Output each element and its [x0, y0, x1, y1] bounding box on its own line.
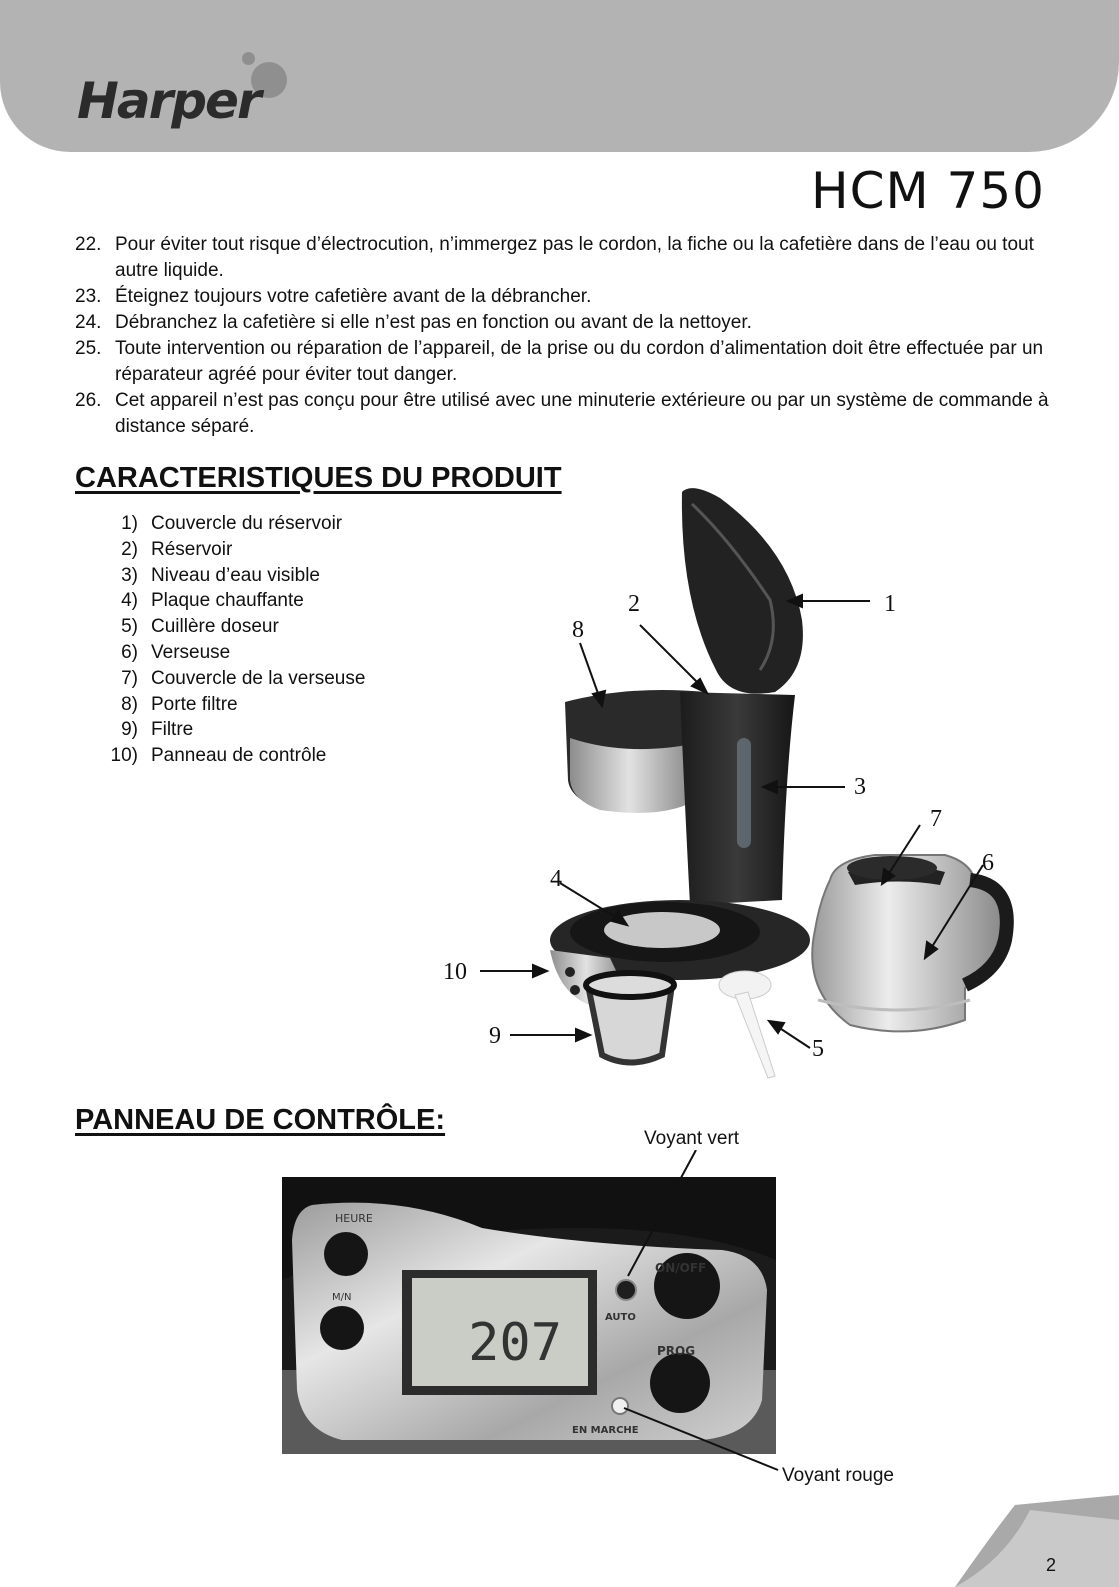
safety-item-text: Éteignez toujours votre cafetière avant de la débrancher.: [115, 286, 592, 307]
hour-button[interactable]: [324, 1232, 368, 1276]
brand-logo: Harper: [77, 72, 260, 130]
minute-label: M/N: [332, 1292, 352, 1303]
list-item-number: 1): [121, 513, 138, 534]
callout-number: 3: [854, 774, 866, 800]
safety-item: [75, 284, 1050, 310]
callout-number: 8: [572, 617, 584, 643]
prog-label: PROG: [657, 1344, 696, 1358]
green-light-indicator: [616, 1280, 636, 1300]
safety-item: [75, 310, 1050, 336]
callout-number: 4: [550, 866, 562, 892]
callout-number: 6: [982, 850, 994, 876]
footer-corner-decoration: [935, 1490, 1119, 1587]
model-title: HCM 750: [811, 162, 1045, 220]
list-item-number: 7): [121, 667, 138, 689]
list-item-number: 8): [121, 693, 138, 715]
safety-item-number: 22.: [75, 234, 102, 255]
callout-number: 9: [489, 1023, 501, 1049]
safety-item: [75, 232, 1050, 284]
list-item-number: 5): [121, 616, 138, 638]
coffee-maker-illustration: [430, 480, 1070, 1090]
safety-item: [75, 336, 1050, 388]
list-item-label: Panneau de contrôle: [151, 745, 327, 767]
prog-button[interactable]: [650, 1353, 710, 1413]
callout-number: 5: [812, 1036, 824, 1062]
control-panel-title: PANNEAU DE CONTRÔLE:: [75, 1104, 446, 1136]
auto-label: AUTO: [605, 1312, 636, 1323]
safety-item: [75, 388, 1050, 440]
list-item-number: 2): [121, 538, 138, 560]
list-item-label: Couvercle de la verseuse: [151, 667, 366, 689]
safety-item-number: 25.: [75, 338, 102, 359]
list-item-number: 10): [110, 745, 138, 767]
callout-number: 1: [884, 591, 896, 617]
minute-button[interactable]: [320, 1306, 364, 1350]
green-light-label: Voyant vert: [644, 1128, 740, 1149]
safety-item-number: 24.: [75, 312, 102, 333]
list-item-label: Niveau d’eau visible: [151, 564, 320, 586]
list-item-label: Couvercle du réservoir: [151, 513, 343, 534]
control-panel-photo: [282, 1150, 922, 1490]
features-title: CARACTERISTIQUES DU PRODUIT: [75, 462, 562, 494]
red-light-indicator: [612, 1398, 628, 1414]
safety-item-number: 23.: [75, 286, 102, 307]
list-item-label: Verseuse: [151, 641, 231, 663]
on-off-label: ON/OFF: [655, 1261, 707, 1275]
list-item-label: Cuillère doseur: [151, 616, 279, 638]
list-item-label: Porte filtre: [151, 693, 238, 715]
list-item-label: Filtre: [151, 719, 194, 741]
callout-number: 2: [628, 591, 640, 617]
lid-shape: [682, 488, 803, 694]
hour-label: HEURE: [335, 1212, 373, 1225]
page-number: 2: [1045, 1555, 1056, 1575]
callout-number: 10: [443, 959, 467, 985]
safety-item-text: Débranchez la cafetière si elle n’est pas en fonction ou avant de la nettoyer.: [115, 312, 752, 333]
running-label: EN MARCHE: [572, 1425, 639, 1436]
callout-number: 7: [930, 806, 942, 832]
list-item-number: 6): [121, 641, 138, 663]
safety-item-text: Toute intervention ou réparation de l’appareil, de la prise ou du cordon d’alimentation doit être effectuée par un réparateur agréé pour éviter tout danger.: [115, 338, 1044, 385]
list-item-number: 3): [121, 564, 138, 586]
red-light-label: Voyant rouge: [782, 1465, 894, 1486]
safety-item-text: Cet appareil n’est pas conçu pour être utilisé avec une minuterie extérieure ou par un système de commande à distance séparé.: [115, 390, 1049, 437]
list-item-label: Réservoir: [151, 538, 233, 560]
logo-dot-small: [242, 52, 255, 65]
list-item-number: 9): [121, 719, 138, 741]
safety-item-number: 26.: [75, 390, 102, 411]
list-item-number: 4): [121, 590, 138, 612]
safety-item-text: Pour éviter tout risque d’électrocution, n’immergez pas le cordon, la fiche ou la cafetière dans de l’eau ou tout autre liquide.: [115, 234, 1034, 281]
list-item-label: Plaque chauffante: [151, 590, 304, 612]
lcd-display-value: 207: [468, 1313, 562, 1373]
